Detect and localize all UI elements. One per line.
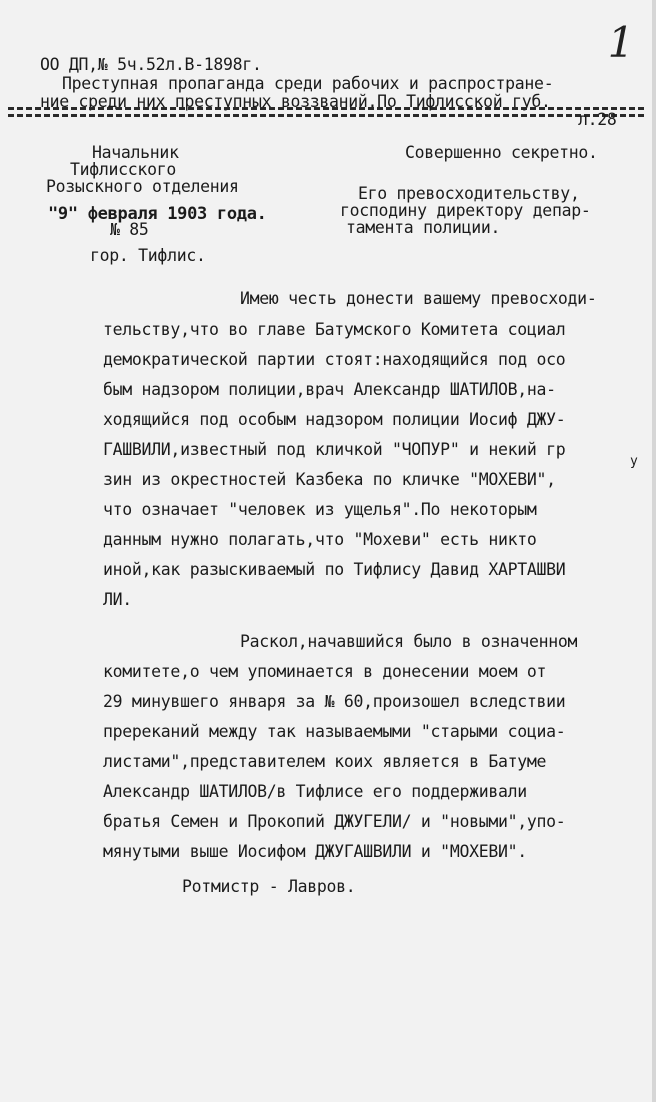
body-line-15: пререканий между так называемыми "старыми социа- bbox=[103, 722, 566, 741]
sheet-number: л.28 bbox=[578, 110, 617, 129]
body-line-18: братья Семен и Прокопий ДЖУГЕЛИ/ и "новыми",упо- bbox=[103, 812, 566, 831]
body-line-16: листами",представителем коих является в Батуме bbox=[103, 752, 547, 771]
body-line-6: ГАШВИЛИ,известный под кличкой "ЧОПУР" и некий гр bbox=[103, 440, 566, 459]
body-line-1: Имею честь донести вашему превосходи- bbox=[240, 289, 597, 308]
city-line: гор. Тифлис. bbox=[90, 246, 206, 265]
body-line-13: комитете,о чем упоминается в донесении моем от bbox=[103, 662, 547, 681]
document-date: "9" февраля 1903 года. bbox=[48, 204, 267, 224]
body-line-10: иной,как разыскиваемый по Тифлису Давид ХАРТАШВИ bbox=[103, 560, 566, 579]
sender-title: Начальник bbox=[92, 143, 179, 162]
archive-reference: ОО ДП,№ 5ч.52л.В-1898г. bbox=[40, 55, 262, 74]
inserted-letter: у bbox=[630, 454, 638, 469]
case-title-line-2: ние среди них преступных воззваний.По Тифлисской губ. bbox=[40, 92, 551, 111]
body-line-19: мянутыми выше Иосифом ДЖУГАШВИЛИ и "МОХЕВИ". bbox=[103, 842, 527, 861]
header-divider-2 bbox=[8, 114, 644, 117]
secrecy-stamp: Совершенно секретно. bbox=[405, 143, 598, 162]
handwritten-page-number: 1 bbox=[607, 18, 634, 67]
body-line-14: 29 минувшего января за № 60,произошел вследствии bbox=[103, 692, 566, 711]
signature: Ротмистр - Лавров. bbox=[182, 877, 356, 896]
body-line-9: данным нужно полагать,что "Мохеви" есть никто bbox=[103, 530, 537, 549]
sender-city: Тифлисского bbox=[70, 160, 176, 179]
body-line-12: Раскол,начавшийся было в означенном bbox=[240, 632, 578, 651]
body-line-2: тельству,что во главе Батумского Комитета социал bbox=[103, 320, 566, 339]
body-line-5: ходящийся под особым надзором полиции Иосиф ДЖУ- bbox=[103, 410, 566, 429]
header-divider bbox=[8, 107, 644, 110]
body-line-11: ЛИ. bbox=[103, 590, 132, 609]
addressee-line-3: тамента полиции. bbox=[346, 218, 501, 237]
case-title-line-1: Преступная пропаганда среди рабочих и распростране- bbox=[62, 74, 554, 93]
body-line-8: что означает "человек из ущелья".По некоторым bbox=[103, 500, 537, 519]
body-line-7: зин из окрестностей Казбека по кличке "МОХЕВИ", bbox=[103, 470, 556, 489]
body-line-4: бым надзором полиции,врач Александр ШАТИЛОВ,на- bbox=[103, 380, 556, 399]
sender-department: Розыскного отделения bbox=[46, 177, 239, 196]
document-number: № 85 bbox=[110, 220, 149, 239]
addressee-line-1: Его превосходительству, bbox=[358, 184, 580, 203]
body-line-17: Александр ШАТИЛОВ/в Тифлисе его поддерживали bbox=[103, 782, 527, 801]
addressee-line-2: господину директору депар- bbox=[340, 201, 591, 220]
body-line-3: демократической партии стоят:находящийся под осо bbox=[103, 350, 566, 369]
